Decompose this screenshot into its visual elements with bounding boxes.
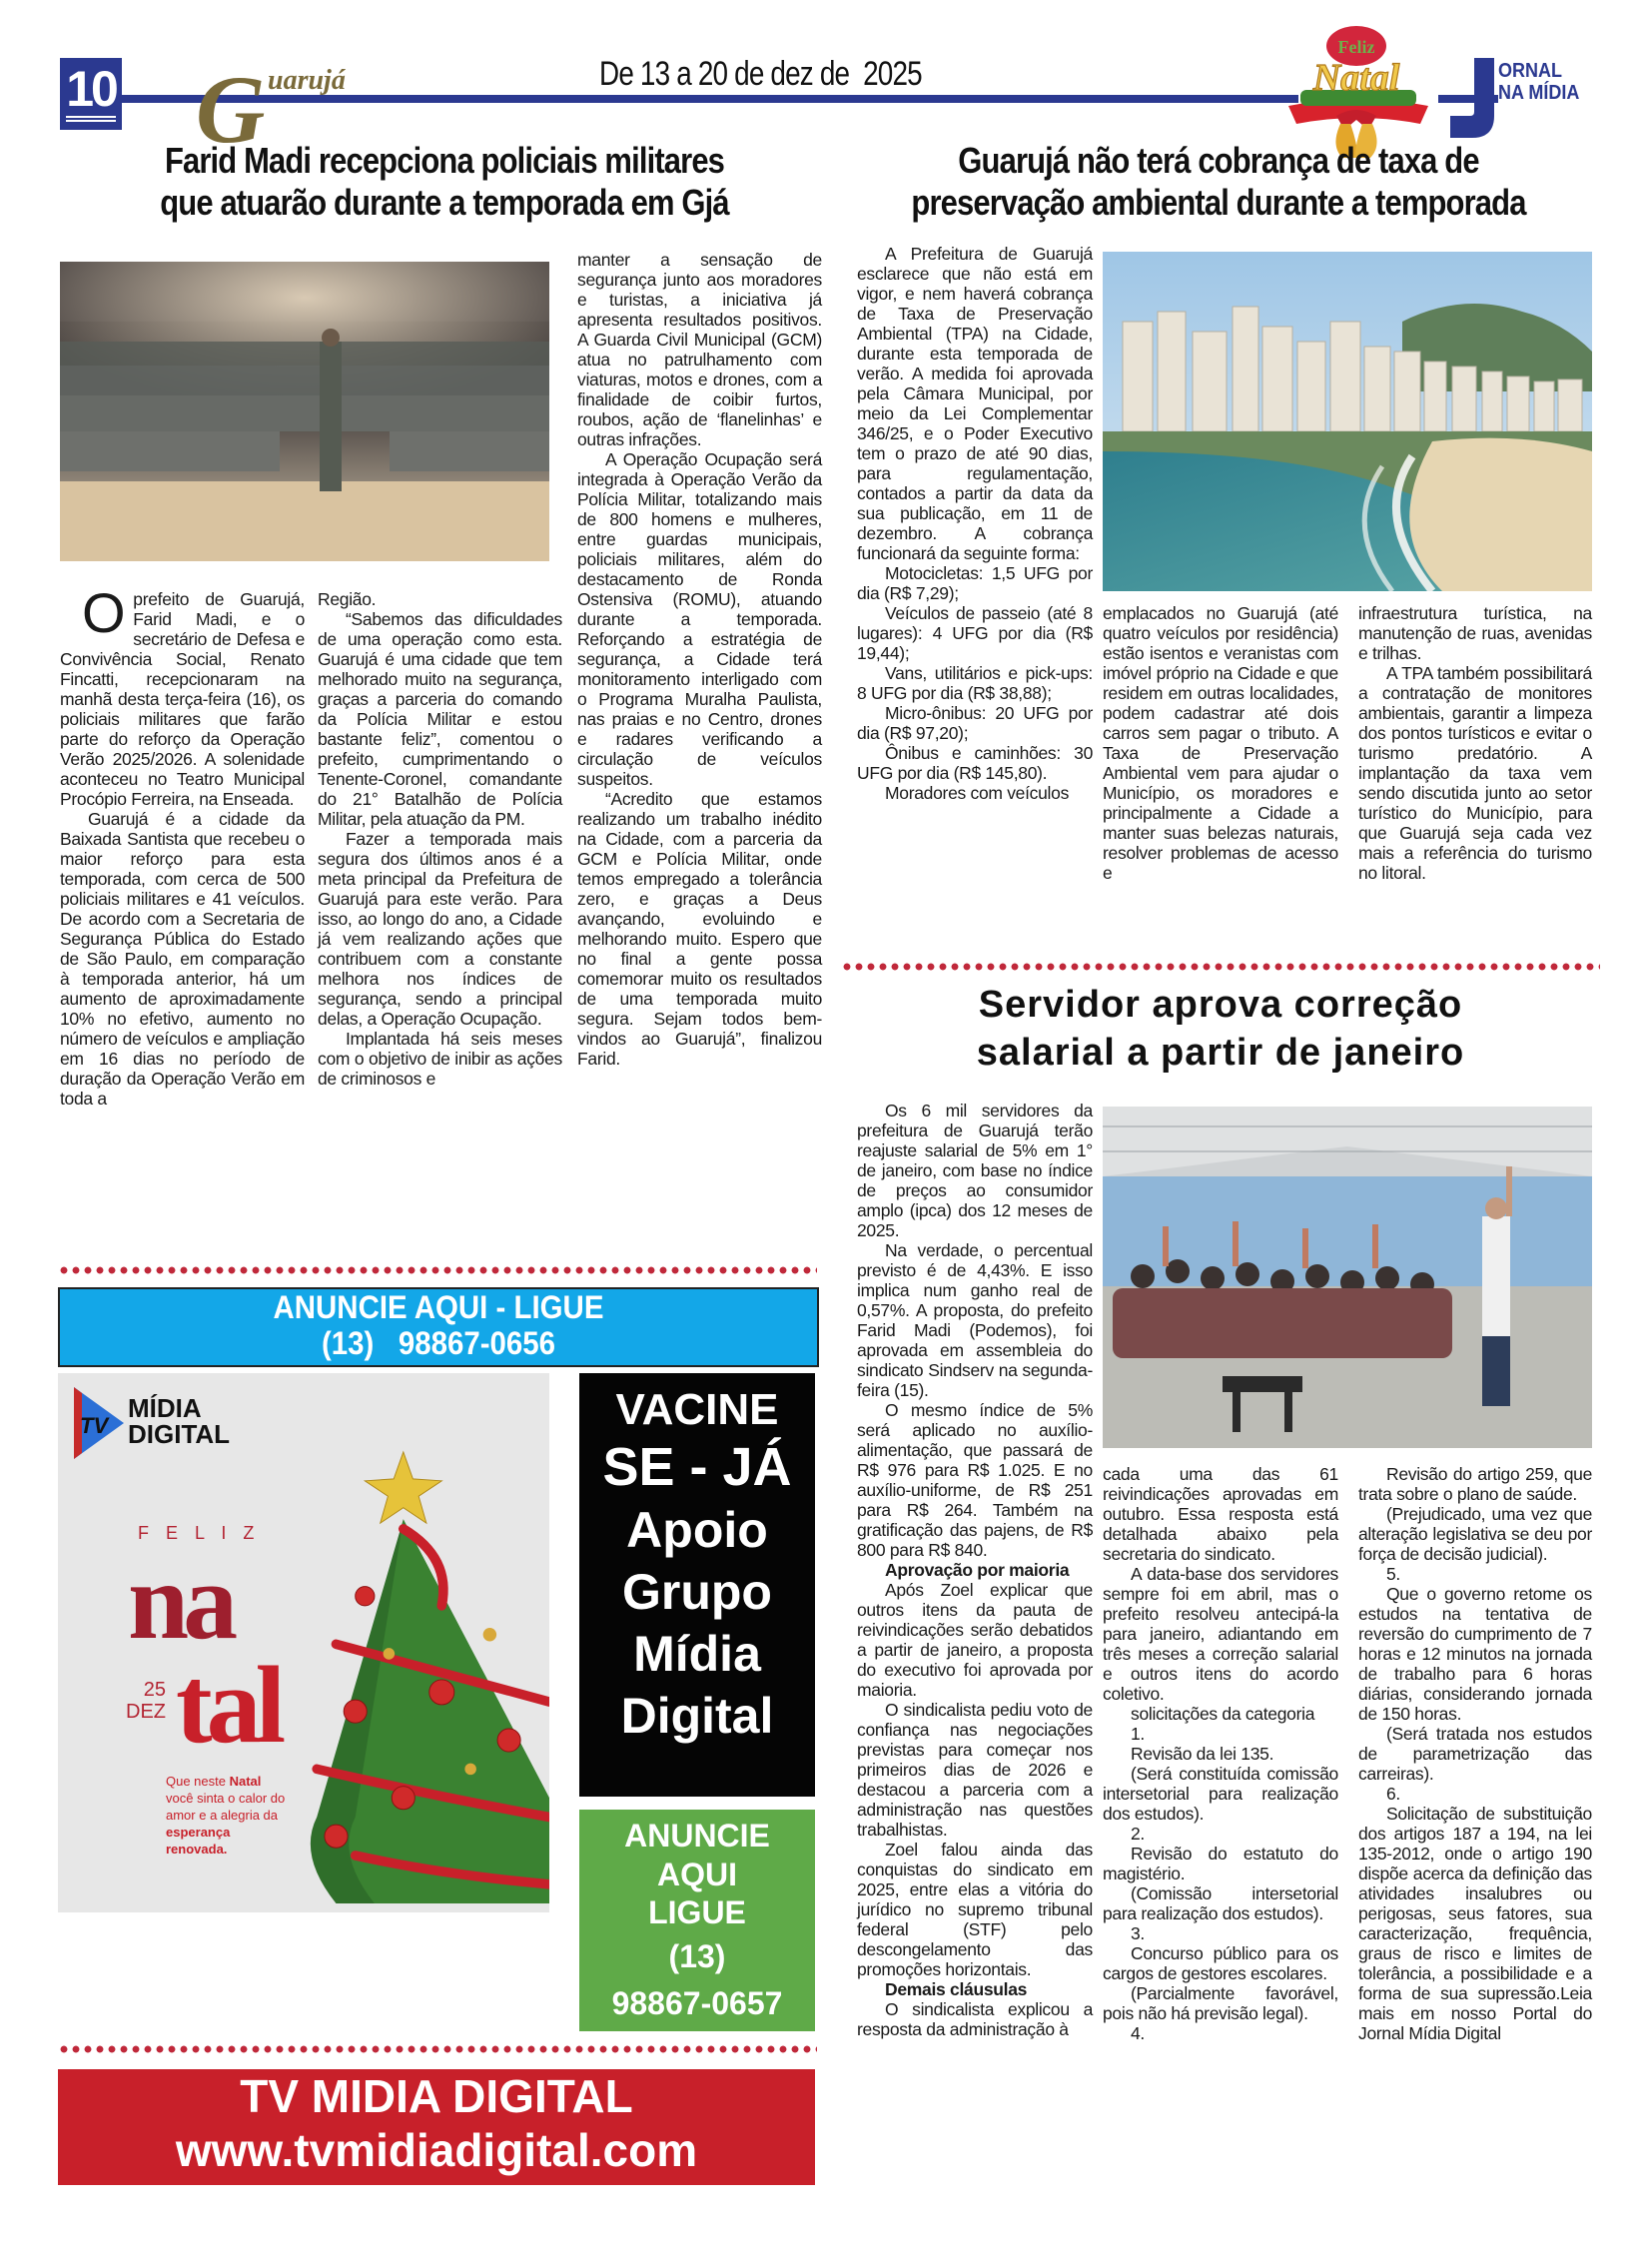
banner-url[interactable]: www.tvmidiadigital.com [175,2124,698,2176]
banner-title: TV MIDIA DIGITAL [240,2070,633,2122]
brand-wordmark [1498,60,1588,104]
article1-paragraph: Implantada há seis meses com o objetivo de inibir as ações de criminosos e [318,1029,562,1089]
article3-column-2 [1103,1464,1338,2043]
article2-headline [892,140,1545,224]
article3-paragraph: 4. [1131,2023,1145,2043]
ad-green-line: (13) [668,1938,726,1974]
article3-paragraph: (Será constituída comissão intersetorial para realização dos estudos). [1103,1764,1338,1824]
ad-green-line: ANUNCIE [624,1818,770,1854]
article2-paragraph: Moradores com veículos [885,783,1070,803]
article3-paragraph: (Comissão intersetorial para realização dos estudos). [1103,1883,1338,1923]
ad-green-phone: 98867-0657 [611,1985,783,2021]
tv-midia-banner[interactable] [58,2069,815,2185]
article1-column-2 [318,589,562,1089]
feliz-natal-badge [1268,20,1448,160]
badge-feliz: Feliz [1337,37,1375,57]
article3-paragraph: 3. [1131,1923,1145,1943]
article1-headline [114,140,775,224]
edition-date: De 13 a 20 de dez de 2025 [599,55,922,93]
tax-rate-item: Ônibus e caminhões: 30 UFG por dia (R$ 145,80). [857,743,1093,783]
article3-paragraph: Revisão da lei 135. [1131,1744,1274,1764]
article3-paragraph: 1. [1131,1724,1145,1744]
article1-paragraph: Fazer a temporada mais segura dos últimos anos é a meta principal da Prefeitura de Guarujá para este verão. Para isso, ao longo do ano, a Cidade já vem realizando ações que contribuem com a constante melhora nos índices de segurança, sendo a principal delas, a Operação Ocupação. [318,829,562,1029]
msg-bold: Natal [229,1774,262,1789]
msg-part: Que neste [166,1774,230,1789]
section-initial: G [196,56,266,163]
article3-paragraph: Zoel falou ainda das conquistas do sindicato em 2025, entre elas a vitória do jurídico no supremo tribunal federal (STF) pelo descongelamento das promoções horizontais. [857,1840,1093,1979]
article1-column-1 [60,581,305,1109]
vaccine-ad-line: Grupo [622,1564,772,1620]
ad-green-line: AQUI [657,1857,737,1892]
article3-paragraph: solicitações da categoria [1131,1704,1315,1724]
article1-column-3 [577,250,822,1069]
article3-headline-line1: Servidor aprova correção [978,984,1463,1026]
article1-paragraph: manter a sensação de segurança junto aos moradores e turistas, a iniciativa já apresenta resultados positivos. A Guarda Civil Municipal (GCM) atua no patrulhamento com viaturas, motos e drones, com a finalidade de coibir furtos, roubos, ação de ‘flanelinhas’ e outras infrações. [577,250,822,449]
tv-logo-text: TV [80,1413,109,1438]
natal-word-bottom: tal [176,1644,281,1766]
article2-headline-line2: preservação ambiental durante a temporada [911,182,1526,223]
ad-green-line: LIGUE [648,1894,746,1930]
article3-subheading: Aprovação por maioria [885,1560,1070,1580]
article3-paragraph: O sindicalista explicou a resposta da administração à [857,1999,1093,2039]
msg-part: você sinta o calor do amor e a alegria da [166,1791,286,1823]
ad-blue-line1: ANUNCIE AQUI - LIGUE [273,1289,604,1325]
classified-ad-blue[interactable] [58,1287,819,1367]
article3-paragraph: Revisão do estatuto do magistério. [1103,1844,1338,1883]
article3-subheading: Demais cláusulas [885,1979,1028,1999]
tax-rate-item: Vans, utilitários e pick-ups: 8 UFG por dia (R$ 38,88); [857,663,1093,703]
tv-midia-wordmark [128,1395,230,1447]
header-rule [120,95,1298,103]
christmas-day: 25 [143,1679,166,1701]
badge-natal: Natal [1312,57,1400,99]
article3-paragraph: 6. [1386,1784,1400,1804]
article3-paragraph: (Prejudicado, uma vez que alteração legislativa se deu por força de decisão judicial). [1358,1504,1592,1564]
brand-logo-j [1448,58,1496,138]
tax-rate-item: Motocicletas: 1,5 UFG por dia (R$ 7,29); [857,563,1093,603]
classified-ad-green[interactable] [579,1810,815,2031]
article3-headline [841,981,1600,1077]
article2-paragraph: emplacados no Guarujá (até quatro veículos por residência) estão isentos e veranistas com imóvel próprio na Cidade e que residem em outras localidades, podem cadastrar até dois carros sem pagar o tributo. A Taxa de Preservação Ambiental vem para ajudar o Município, os moradores e principalmente a Cidade a manter suas belezas naturais, resolver problemas de acesso e [1103,603,1338,883]
article3-paragraph: (Será tratada nos estudos de parametrização das carreiras). [1358,1724,1592,1784]
page-number: 10 [60,58,122,130]
tv-logo-line1: MÍDIA [128,1393,202,1423]
vaccine-ad-line: Digital [620,1688,774,1744]
vaccine-ad-line: VACINE [615,1385,779,1434]
brand-line-2: NA MÍDIA [1498,82,1580,104]
article3-paragraph: 5. [1386,1564,1400,1584]
article2-column-3 [1358,603,1592,883]
article1-paragraph: prefeito de Guarujá, Farid Madi, e o secretário de Defesa e Convivência Social, Renato Fincatti, recepcionaram na manhã desta terça-feira (16), os policiais militares que farão parte do reforço da Operação Verão 2025/2026. A solenidade aconteceu no Teatro Municipal Procópio Ferreira, na Enseada. [60,589,305,809]
feliz-label: F E L I Z [138,1523,261,1543]
article3-paragraph: Concurso público para os cargos de gestores escolares. [1103,1943,1338,1983]
vaccine-ad-line: Mídia [633,1626,761,1682]
drop-cap: O [82,581,126,644]
vaccine-ad-line: Apoio [626,1502,768,1558]
article1-paragraph: A Operação Ocupação será integrada à Operação Verão da Polícia Militar, totalizando mais de 800 homens e mulheres, entre guardas municipais, policiais militares, além do destacamento de Ronda Ostensiva (ROMU), atuando durante a temporada. Reforçando a estratégia de segurança, a Cidade terá monitoramento interligado com o Programa Muralha Paulista, nas praias e no Centro, drones e radares verificando a circulação de veículos suspeitos. [577,449,822,789]
assembly-photo [1103,1107,1592,1448]
article3-paragraph: Solicitação de substituição dos artigos 187 a 194, na lei 135-2012, onde o artigo 190 dispõe acerca da definição das atividades insalubres ou perigosas, seus fatores, sua caracterização, frequência, graus de risco e limites de tolerância, a possibilidade e a forma de sua supressão.Leia mais em nosso Portal do Jornal Mídia Digital [1358,1804,1592,2043]
ad-blue-phone: (13) 98867-0656 [321,1325,556,1361]
vaccine-ad[interactable] [579,1373,815,1797]
article2-headline-line1: Guarujá não terá cobrança de taxa de [958,140,1479,181]
dotted-divider [58,1266,817,1274]
article3-paragraph: A data-base dos servidores sempre foi em abril, mas o prefeito resolveu antecipá-la para janeiro, adiantando em três meses a correção salarial e outros itens do acordo coletivo. [1103,1564,1338,1704]
auditorium-photo [60,262,549,561]
article3-column-3 [1358,1464,1592,2043]
dotted-divider [58,2045,817,2053]
article3-paragraph: 2. [1131,1824,1145,1844]
dotted-divider [841,963,1600,971]
tax-rate-item: Micro-ônibus: 20 UFG por dia (R$ 97,20); [857,703,1093,743]
article3-column-1 [857,1101,1093,2039]
article1-headline-line1: Farid Madi recepciona policiais militares [164,140,725,181]
article1-lead-paragraph [60,581,305,809]
article3-paragraph: O mesmo índice de 5% será aplicado no auxílio-alimentação, que passará de R$ 976 para R$ 1.025. E no auxílio-uniforme, de R$ 251 para R$ 264. Também na gratificação das pajens, de R$ 800 para R$ 840. [857,1400,1093,1560]
christmas-tree-icon [298,1443,549,1912]
article3-paragraph: Após Zoel explicar que outros itens da pauta de reivindicações serão debatidos a partir de janeiro, a proposta do executivo foi aprovada por maioria. [857,1580,1093,1700]
article3-paragraph: Revisão do artigo 259, que trata sobre o plano de saúde. [1358,1464,1592,1504]
article3-paragraph: (Parcialmente favorável, pois não há previsão legal). [1103,1983,1338,2023]
article3-paragraph: Que o governo retome os estudos na tentativa de reversão do cumprimento de 7 horas e 12 minutos na jornada de trabalho para 6 horas diárias, considerando jornada de 150 horas. [1358,1584,1592,1724]
article2-column-1 [857,244,1093,803]
christmas-message [166,1773,286,1858]
vaccine-ad-line: SE - JÁ [602,1437,792,1497]
article3-paragraph: Na verdade, o percentual previsto é de 4,43%. E isso implica num ganho real de 0,57%. A proposta, do prefeito Farid Madi (Podemos), foi aprovada em assembleia do sindicato Sindserv na segunda-feira (15). [857,1240,1093,1400]
article1-paragraph: “Sabemos das dificuldades de uma operação como esta. Guarujá é uma cidade que tem melhorado muito na segurança, graças a parceria do comando da Polícia Militar e estou bastante feliz”, comentou o prefeito, cumprimentando o Tenente-Coronel, comandante do 21° Batalhão de Polícia Militar, pela atuação da PM. [318,609,562,829]
article2-paragraph: infraestrutura turística, na manutenção de ruas, avenidas e trilhas. [1358,603,1592,663]
tv-logo-line2: DIGITAL [128,1419,231,1449]
article1-headline-line2: que atuarão durante a temporada em Gjá [160,182,729,223]
article1-paragraph: “Acredito que estamos realizando um trabalho inédito na Cidade, com a parceria da GCM e Polícia Militar, onde temos empregado a tolerância zero, e graças a Deus avançando, evoluindo e melhorando muito. Espero que no final a gente possa comemorar muito os resultados de uma temporada muito segura. Sejam todos bem-vindos ao Guarujá”, finalizou Farid. [577,789,822,1069]
section-name: uarujá [268,65,346,96]
article3-headline-line2: salarial a partir de janeiro [976,1032,1465,1074]
article2-column-2 [1103,603,1338,883]
article3-paragraph: Os 6 mil servidores da prefeitura de Guarujá terão reajuste salarial de 5% em 1° de janeiro, com base no índice de preços ao consumidor amplo (ipca) dos 12 meses de 2025. [857,1101,1093,1240]
article2-paragraph: A Prefeitura de Guarujá esclarece que não está em vigor, e nem haverá cobrança de Taxa de Preservação Ambiental (TPA) na Cidade, durante esta temporada de verão. A medida foi aprovada pela Câmara Municipal, por meio da Lei Complementar 346/25, e o Poder Executivo tem o prazo de até 90 dias, para regulamentação, contados a partir da data da sua publicação, em 11 de dezembro. A cobrança funcionará da seguinte forma: [857,244,1093,563]
article3-paragraph: cada uma das 61 reivindicações aprovadas em outubro. Essa resposta está detalhada abaixo pela secretaria do sindicato. [1103,1464,1338,1564]
beach-photo [1103,252,1592,591]
tax-rate-item: Veículos de passeio (até 8 lugares): 4 UFG por dia (R$ 19,44); [857,603,1093,663]
christmas-date [122,1679,166,1723]
christmas-ad[interactable] [58,1373,549,1912]
brand-line-1: ORNAL [1498,60,1562,82]
article3-paragraph: O sindicalista pediu voto de confiança nas negociações previstas para começar nos primeiros dias de 2026 e destacou a parceria com a administração nas questões trabalhistas. [857,1700,1093,1840]
christmas-month: DEZ [126,1701,166,1723]
natal-word-top: na [128,1540,233,1662]
article1-paragraph: Guarujá é a cidade da Baixada Santista que recebeu o maior reforço para esta temporada, com cerca de 500 policiais militares e 41 veículos. De acordo com a Secretaria de Segurança Pública do Estado de São Paulo, em comparação à temporada anterior, há um aumento de aproximadamente 10% no efetivo, aumento no número de veículos e ampliação em 16 dias no período de duração da Operação Verão em toda a [60,809,305,1109]
article2-paragraph: A TPA também possibilitará a contratação de monitores ambientais, garantir a limpeza dos pontos turísticos e evitar o turismo predatório. A implantação da taxa vem sendo discutida junto ao setor turístico do Município, para que Guarujá seja cada vez mais a referência do turismo no litoral. [1358,663,1592,883]
msg-bold: esperança renovada. [166,1825,231,1857]
article1-paragraph: Região. [318,589,377,609]
tv-midia-logo [68,1383,128,1468]
